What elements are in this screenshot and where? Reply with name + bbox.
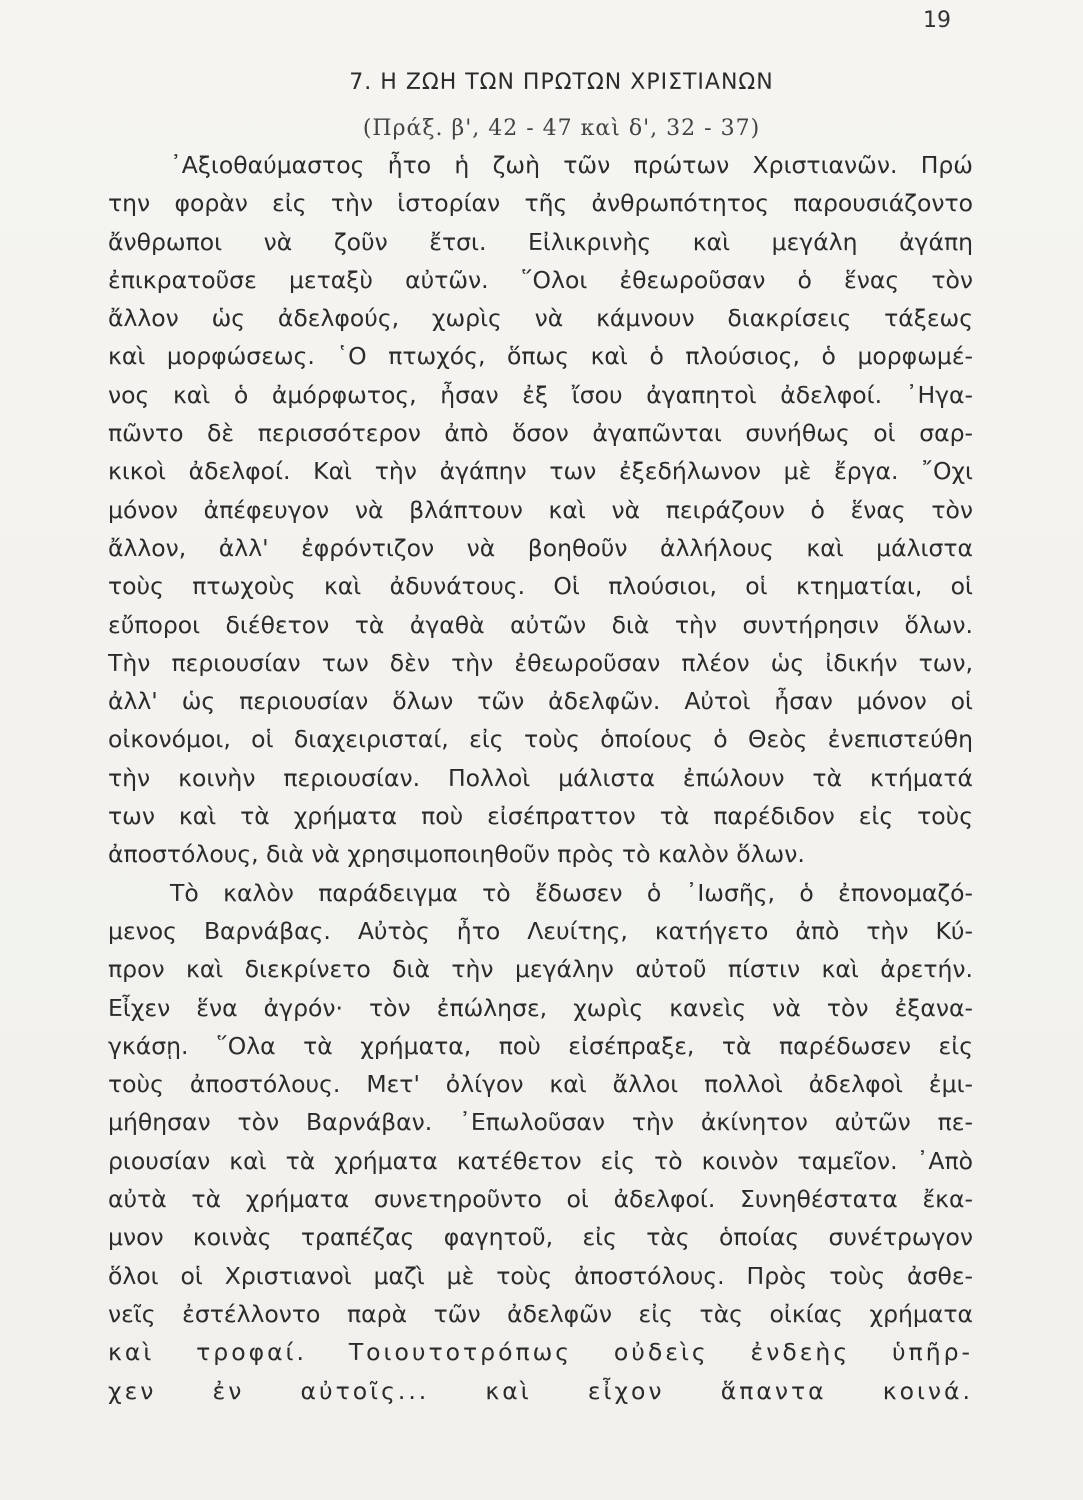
text-line: τοὺς ἀποστόλους. Μετ' ὀλίγον καὶ ἄλλοι πολλοὶ ἀδελφοὶ ἐμι- [108,1070,973,1099]
text-line: καὶ μορφώσεως. ῾Ο πτωχός, ὅπως καὶ ὁ πλούσιος, ὁ μορφωμέ- [108,342,973,371]
text-line: Τὸ καλὸν παράδειγμα τὸ ἔδωσεν ὁ ᾿Ιωσῆς, ὁ ἐπονομαζό- [170,878,973,907]
text-line: νος καὶ ὁ ἀμόρφωτος, ἦσαν ἐξ ἴσου ἀγαπητοὶ ἀδελφοί. ᾿Ηγα- [108,380,973,409]
text-line: ἄνθρωποι νὰ ζοῦν ἔτσι. Εἰλικρινὴς καὶ μεγάλη ἀγάπη [108,227,973,256]
text-line: γκάσῃ. ῞Ολα τὰ χρήματα, ποὺ εἰσέπραξε, τὰ παρέδωσεν εἰς [108,1031,973,1060]
body-text [108,146,973,1410]
text-line: των καὶ τὰ χρήματα ποὺ εἰσέπραττον τὰ παρέδιδον εἰς τοὺς [108,802,973,831]
paragraph-1 [108,146,973,874]
text-line: αὐτὰ τὰ χρήματα συνετηροῦντο οἱ ἀδελφοί. Συνηθέστατα ἔκα- [108,1185,973,1214]
chapter-title: 7. Η ΖΩΗ ΤΩΝ ΠΡΩΤΩΝ ΧΡΙΣΤΙΑΝΩΝ [349,70,774,95]
page-number: 19 [923,8,951,33]
text-line: τὴν κοινὴν περιουσίαν. Πολλοὶ μάλιστα ἐπώλουν τὰ κτήματά [108,763,973,792]
text-line: Τὴν περιουσίαν των δὲν τὴν ἐθεωροῦσαν πλέον ὡς ἰδικήν των, [108,648,973,677]
text-line: καὶ τροφαί. Τοιουτοτρόπως οὐδεὶς ἐνδεὴς ὑπῆρ- [108,1338,973,1367]
chapter-subtitle: (Πράξ. β', 42 - 47 καὶ δ', 32 - 37) [362,116,761,141]
text-line: μενος Βαρνάβας. Αὐτὸς ἦτο Λευίτης, κατήγετο ἀπὸ τὴν Κύ- [108,916,973,945]
paragraph-2 [108,874,973,1410]
text-line: ᾿Αξιοθαύμαστος ἦτο ἡ ζωὴ τῶν πρώτων Χριστιανῶν. Πρώ [170,151,973,179]
text-line: την φορὰν εἰς τὴν ἱστορίαν τῆς ἀνθρωπότητος παρουσιάζοντο [108,189,973,218]
text-line: προν καὶ διεκρίνετο διὰ τὴν μεγάλην αὐτοῦ πίστιν καὶ ἀρετήν. [108,955,973,984]
text-line: ἀποστόλους, διὰ νὰ χρησιμοποιηθοῦν πρὸς τὸ καλὸν ὅλων. [108,840,805,869]
text-line: ριουσίαν καὶ τὰ χρήματα κατέθετον εἰς τὸ κοινὸν ταμεῖον. ᾿Απὸ [108,1146,973,1175]
text-line: κικοὶ ἀδελφοί. Καὶ τὴν ἀγάπην των ἐξεδήλωνον μὲ ἔργα. ῎Οχι [108,457,973,486]
text-line: πῶντο δὲ περισσότερον ἀπὸ ὅσον ἀγαπῶνται συνήθως οἱ σαρ- [108,419,973,448]
text-line: εὔποροι διέθετον τὰ ἀγαθὰ αὐτῶν διὰ τὴν συντήρησιν ὅλων. [108,610,973,639]
text-line: ἐπικρατοῦσε μεταξὺ αὐτῶν. ῞Ολοι ἐθεωροῦσαν ὁ ἕνας τὸν [108,265,973,294]
text-line: μόνον ἀπέφευγον νὰ βλάπτουν καὶ νὰ πειράζουν ὁ ἕνας τὸν [108,495,973,524]
text-line: Εἶχεν ἕνα ἀγρόν· τὸν ἐπώλησε, χωρὶς κανεὶς νὰ τὸν ἐξανα- [108,993,973,1022]
text-line: χεν ἐν αὐτοῖς... καὶ εἶχον ἅπαντα κοινά. [108,1376,973,1405]
text-line: ὅλοι οἱ Χριστιανοὶ μαζὶ μὲ τοὺς ἀποστόλους. Πρὸς τοὺς ἀσθε- [108,1261,973,1290]
text-line: ἄλλον ὡς ἀδελφούς, χωρὶς νὰ κάμνουν διακρίσεις τάξεως [108,304,973,333]
text-line: ἄλλον, ἀλλ' ἐφρόντιζον νὰ βοηθοῦν ἀλλήλους καὶ μάλιστα [108,533,973,562]
text-line: ἀλλ' ὡς περιουσίαν ὅλων τῶν ἀδελφῶν. Αὐτοὶ ἦσαν μόνον οἱ [108,687,973,716]
text-line: οἰκονόμοι, οἱ διαχειρισταί, εἰς τοὺς ὁποίους ὁ Θεὸς ἐνεπιστεύθη [108,725,973,754]
text-line: νεῖς ἐστέλλοντο παρὰ τῶν ἀδελφῶν εἰς τὰς οἰκίας χρήματα [108,1299,973,1328]
text-line: τοὺς πτωχοὺς καὶ ἀδυνάτους. Οἱ πλούσιοι, οἱ κτηματίαι, οἱ [108,572,973,601]
text-line: μνον κοινὰς τραπέζας φαγητοῦ, εἰς τὰς ὁποίας συνέτρωγον [108,1223,973,1252]
text-line: μήθησαν τὸν Βαρνάβαν. ᾿Επωλοῦσαν τὴν ἀκίνητον αὐτῶν πε- [108,1108,973,1137]
